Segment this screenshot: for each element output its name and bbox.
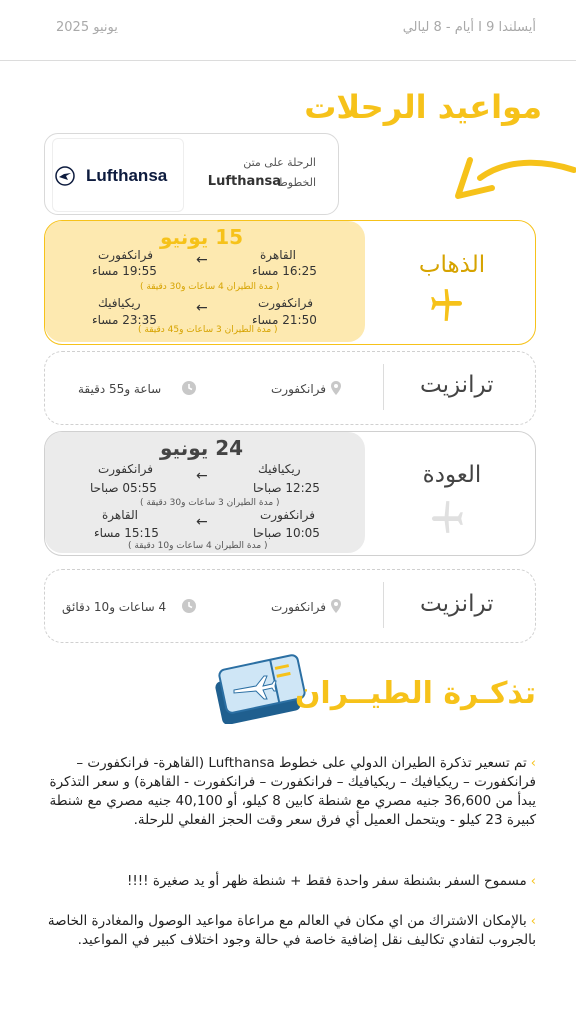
ticket-title: تذكـرة الطيــران	[294, 676, 536, 711]
paragraph-text: مسموح السفر بشنطة سفر واحدة فقط + شنطة ظهر أو يد صغيرة !!!!	[126, 873, 527, 889]
transit-duration-1: ساعة و55 دقيقة	[78, 382, 162, 396]
transit-label-1: ترانزيت	[420, 372, 494, 398]
return-leg2-from-city: فرانكفورت	[260, 508, 316, 522]
divider	[383, 364, 384, 410]
outbound-date: 15 يونيو	[160, 225, 244, 249]
return-leg1-to-city: فرانكفورت	[98, 462, 154, 476]
location-pin-icon	[328, 380, 344, 396]
trip-month: يونيو 2025	[56, 20, 118, 35]
return-leg1-from-time: 12:25 صباحا	[253, 481, 320, 495]
ticket-illustration	[212, 648, 308, 724]
return-leg2-from-time: 10:05 صباحا	[253, 526, 320, 540]
arrow-left-icon: ←	[196, 468, 208, 484]
return-leg2-to-time: 15:15 مساء	[94, 526, 159, 540]
airline-label-line1: الرحلة على متن	[243, 156, 316, 169]
airline-logo-text: Lufthansa	[86, 166, 168, 185]
outbound-leg2-from-time: 21:50 مساء	[252, 313, 317, 327]
curved-arrow	[440, 148, 576, 208]
divider	[383, 582, 384, 628]
airline-label-line2: الخطوط	[277, 176, 316, 189]
bullet-icon: ›	[530, 756, 536, 771]
ticket-paragraph-3	[36, 912, 536, 950]
return-leg1-duration: ( مدة الطيران 3 ساعات و30 دقيقة )	[140, 498, 280, 508]
schedule-title: مواعيد الرحلات	[304, 88, 542, 126]
return-leg2-to-city: القاهرة	[102, 508, 138, 522]
outbound-leg1-from-city: القاهرة	[260, 248, 296, 262]
arrow-left-icon: ←	[196, 514, 208, 530]
ticket-paragraph-1	[36, 754, 536, 830]
outbound-leg1-from-time: 16:25 مساء	[252, 264, 317, 278]
return-date: 24 يونيو	[160, 436, 244, 460]
outbound-leg2-to-time: 23:35 مساء	[92, 313, 157, 327]
paragraph-text: بالإمكان الاشتراك من اي مكان في العالم مع مراعاة مواعيد الوصول والمغادرة الخاصة بالجروب لتفادي تكاليف نقل إضافية خاصة في حالة وجود اختلاف كبير في المواعيد.	[47, 913, 536, 948]
transit-label-2: ترانزيت	[420, 591, 494, 617]
outbound-leg1-to-time: 19:55 مساء	[92, 264, 157, 278]
paragraph-text: تم تسعير تذكرة الطيران الدولي على خطوط Lufthansa (القاهرة- فرانكفورت – فرانكفورت – ريكيافيك – ريكيافيك – فرانكفورت – فرانكفورت - القاهرة) و سعر التذكرة يبدأ من 36,600 جنيه مصري مع شنطة كابين 8 كيلو، أو 40,100 جنيه مصري مع شنطة كبيرة 23 كيلو - ويتحمل العميل أي فرق سعر وقت الحجز الفعلي للرحلة.	[49, 755, 536, 828]
outbound-leg1-duration: ( مدة الطيران 4 ساعات و30 دقيقة )	[140, 282, 280, 292]
location-pin-icon	[328, 598, 344, 614]
bullet-icon: ›	[530, 874, 536, 889]
outbound-leg1-to-city: فرانكفورت	[98, 248, 154, 262]
airline-name: Lufthansa	[207, 174, 281, 189]
arrow-left-icon: ←	[196, 252, 208, 268]
transit-city-1: فرانكفورت	[271, 382, 327, 396]
return-leg1-from-city: ريكيافيك	[258, 462, 301, 476]
outbound-label: الذهاب	[418, 252, 486, 278]
outbound-leg2-duration: ( مدة الطيران 3 ساعات و45 دقيقة )	[138, 325, 278, 335]
trip-summary: أيسلندا 9 I أيام - 8 ليالي	[402, 20, 536, 35]
return-leg1-to-time: 05:55 صباحا	[90, 481, 157, 495]
lufthansa-crane-logo	[55, 166, 75, 186]
clock-icon	[181, 380, 197, 396]
outbound-leg2-from-city: فرانكفورت	[258, 296, 314, 310]
airplane-icon	[428, 286, 466, 324]
arrow-left-icon: ←	[196, 300, 208, 316]
transit-city-2: فرانكفورت	[271, 600, 327, 614]
airplane-icon	[428, 498, 466, 536]
ticket-paragraph-2	[36, 872, 536, 891]
transit-duration-2: 4 ساعات و10 دقائق	[62, 600, 167, 614]
return-label: العودة	[422, 462, 482, 488]
bullet-icon: ›	[530, 914, 536, 929]
outbound-leg2-to-city: ريكيافيك	[98, 296, 141, 310]
return-leg2-duration: ( مدة الطيران 4 ساعات و10 دقيقة )	[128, 541, 268, 551]
clock-icon	[181, 598, 197, 614]
